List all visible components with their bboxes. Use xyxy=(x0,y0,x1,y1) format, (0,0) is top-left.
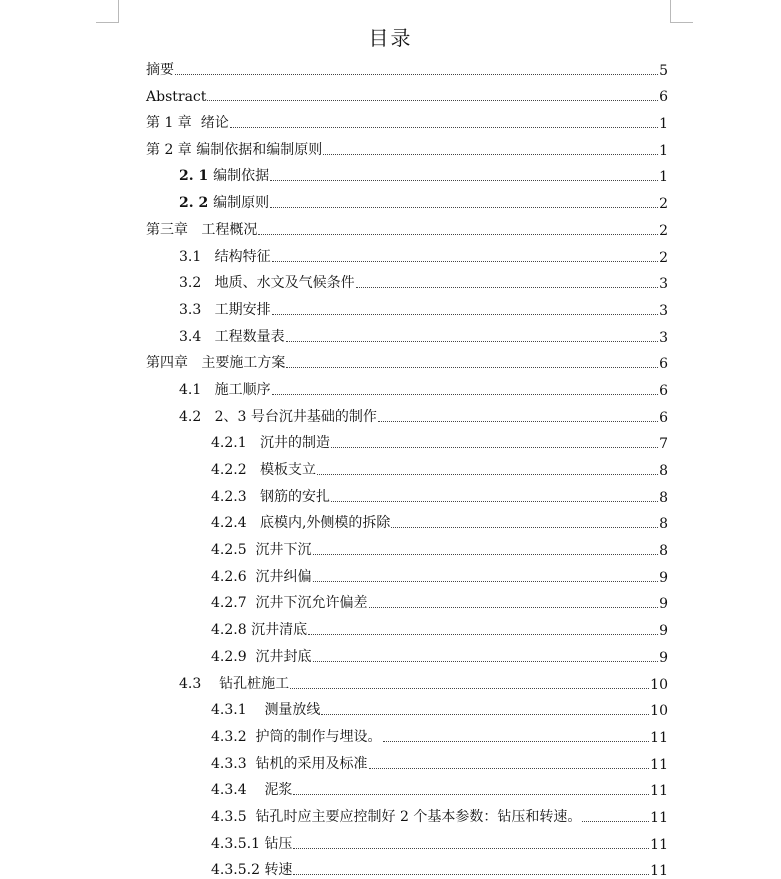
toc-dot-leader xyxy=(317,473,658,475)
toc-entry[interactable] xyxy=(146,746,668,773)
toc-entry-title: 沉井的制造 xyxy=(259,435,330,452)
toc-entry-label xyxy=(146,112,229,132)
toc-entry-label xyxy=(146,806,581,826)
toc-entry-label xyxy=(146,272,355,292)
toc-entry-label xyxy=(146,512,390,532)
toc-entry-label xyxy=(146,59,174,79)
toc-entry-number: 4.2.1 xyxy=(211,435,260,452)
toc-entry-title: 绪论 xyxy=(200,115,229,132)
toc-dot-leader xyxy=(378,420,658,422)
toc-entry-number: 4.3.5.2 xyxy=(211,862,265,879)
toc-dot-leader xyxy=(582,820,649,822)
toc-entry-label xyxy=(146,352,285,372)
toc-entry[interactable] xyxy=(146,853,668,879)
toc-entry-number: 4.2.7 xyxy=(211,595,256,612)
toc-page-number: 3 xyxy=(659,329,668,346)
toc-page-number: 7 xyxy=(659,436,668,453)
toc-dot-leader xyxy=(313,660,659,662)
toc-page-number: 6 xyxy=(659,409,668,426)
toc-page-number: 8 xyxy=(659,489,668,506)
toc-entry-title: 结构特征 xyxy=(214,248,271,265)
toc-entry-label xyxy=(146,539,312,559)
toc-entry[interactable] xyxy=(146,292,668,319)
toc-entry-title: 模板支立 xyxy=(259,462,316,478)
toc-entry-number: 4.2.2 xyxy=(211,462,260,478)
toc-page-number: 6 xyxy=(659,382,668,399)
toc-entry[interactable] xyxy=(146,346,668,373)
toc-entry[interactable] xyxy=(146,479,668,506)
toc-entry[interactable] xyxy=(146,799,668,826)
toc-entry-title: 编制依据 xyxy=(213,168,270,185)
toc-dot-leader xyxy=(331,500,658,502)
toc-entry-title: 摘要 xyxy=(146,61,174,78)
toc-entry[interactable] xyxy=(146,185,668,212)
toc-entry-label xyxy=(146,89,206,105)
toc-dot-leader xyxy=(391,526,658,528)
toc-entry[interactable] xyxy=(146,79,668,106)
toc-entry-number: 第三章 xyxy=(146,221,202,238)
toc-entry[interactable] xyxy=(146,773,668,800)
toc-entry-number: 4.1 xyxy=(179,381,215,398)
toc-entry-title: 工期安排 xyxy=(214,301,271,318)
toc-entry-title: 沉井清底 xyxy=(251,622,308,639)
toc-page-number: 3 xyxy=(659,302,668,319)
toc-entry-title: 地质、水文及气候条件 xyxy=(214,275,355,292)
toc-entry-title: 钻孔桩施工 xyxy=(219,675,290,692)
toc-entry-number: 2. 2 xyxy=(179,195,214,212)
toc-dot-leader xyxy=(323,153,658,155)
toc-entry[interactable] xyxy=(146,132,668,159)
toc-entry-title: 沉井纠偏 xyxy=(255,568,312,585)
toc-entry-label xyxy=(146,646,312,666)
toc-entry-label xyxy=(146,459,316,479)
toc-entry-number: 2. 1 xyxy=(179,168,214,185)
toc-entry-title: 底模内,外侧模的拆除 xyxy=(259,515,391,532)
toc-entry-label xyxy=(146,833,292,853)
toc-dot-leader xyxy=(207,99,658,101)
toc-entry[interactable] xyxy=(146,52,668,79)
toc-title: 目录 xyxy=(368,26,413,50)
toc-entry-title: 编制原则 xyxy=(213,195,270,212)
toc-dot-leader xyxy=(270,179,658,181)
toc-entry-number: 3.1 xyxy=(179,248,215,265)
toc-entry[interactable] xyxy=(146,586,668,613)
toc-page-number: 9 xyxy=(659,649,668,666)
toc-dot-leader xyxy=(258,233,658,235)
toc-entry[interactable] xyxy=(146,239,668,266)
toc-dot-leader xyxy=(175,73,658,75)
toc-entry-label xyxy=(146,592,368,612)
toc-page-number: 10 xyxy=(650,703,668,720)
toc-entry-title: 转速 xyxy=(264,862,293,879)
toc-page-number: 2 xyxy=(659,222,668,239)
toc-entry-label xyxy=(146,246,271,266)
toc-entry-label xyxy=(146,139,322,159)
toc-page-number: 6 xyxy=(659,356,668,373)
toc-entry-number: 4.3.3 xyxy=(211,755,256,772)
toc-entry-title: 泥浆 xyxy=(264,782,293,799)
toc-entry-number: 3.2 xyxy=(179,275,215,292)
toc-entry-label xyxy=(146,219,257,239)
toc-entry[interactable] xyxy=(146,666,668,693)
toc-entry-label xyxy=(146,753,368,773)
toc-page-number: 11 xyxy=(650,756,668,773)
toc-entry[interactable] xyxy=(146,639,668,666)
toc-dot-leader xyxy=(230,126,658,128)
toc-entry[interactable] xyxy=(146,452,668,479)
toc-entry-label xyxy=(146,619,307,639)
toc-entry[interactable] xyxy=(146,426,668,453)
toc-page-number: 5 xyxy=(659,62,668,79)
toc-entry-label xyxy=(146,566,312,586)
toc-entry-number: 4.2.8 xyxy=(211,622,252,639)
toc-entry-title: 钻机的采用及标准 xyxy=(255,755,368,772)
toc-page-number: 1 xyxy=(659,142,668,159)
toc-page-number: 9 xyxy=(659,623,668,640)
page-corner-mark-right xyxy=(670,0,693,23)
toc-dot-leader xyxy=(356,286,658,288)
toc-page-number: 3 xyxy=(659,276,668,293)
toc-entry-label xyxy=(146,859,292,879)
toc-page-number: 11 xyxy=(650,863,668,879)
toc-entry[interactable] xyxy=(146,719,668,746)
toc-dot-leader xyxy=(293,847,649,849)
toc-dot-leader xyxy=(293,793,649,795)
toc-entry-number: 4.3.5.1 xyxy=(211,835,265,852)
toc-entry[interactable] xyxy=(146,372,668,399)
toc-entry-number: 4.3.5 xyxy=(211,808,256,825)
toc-entry-title: 施工顺序 xyxy=(214,381,271,398)
toc-entry[interactable] xyxy=(146,319,668,346)
toc-entry-number: 第 2 章 xyxy=(146,141,197,158)
toc-entry-title: 钻孔时应主要应控制好 2 个基本参数：钻压和转速。 xyxy=(255,808,582,825)
toc-entry[interactable] xyxy=(146,559,668,586)
toc-entry-title: 测量放线 xyxy=(264,702,321,719)
toc-entry[interactable] xyxy=(146,399,668,426)
toc-entry-number: 4.2.5 xyxy=(211,542,256,559)
toc-entry-title: 沉井封底 xyxy=(255,648,312,665)
toc-entry-number: 4.3.4 xyxy=(211,782,265,799)
toc-entry-label xyxy=(146,165,269,185)
toc-entry-title: 沉井下沉 xyxy=(255,542,312,559)
toc-dot-leader xyxy=(272,313,658,315)
toc-entry-number: 4.3.1 xyxy=(211,702,265,719)
toc-entry-title: 2、3 号台沉井基础的制作 xyxy=(214,408,377,425)
toc-entry-number: 3.4 xyxy=(179,328,215,345)
toc-page-number: 11 xyxy=(650,809,668,826)
toc-entry-label xyxy=(146,779,292,799)
toc-entry-label xyxy=(146,379,271,399)
toc-page-number: 8 xyxy=(659,463,668,479)
toc-dot-leader xyxy=(286,340,658,342)
toc-dot-leader xyxy=(293,873,649,875)
toc-entry-label xyxy=(146,432,330,452)
toc-page-number: 9 xyxy=(659,569,668,586)
toc-entry-number: 3.3 xyxy=(179,301,215,318)
toc-dot-leader xyxy=(321,713,649,715)
toc-entry-title: 沉井下沉允许偏差 xyxy=(255,595,368,612)
toc-entry-label xyxy=(146,299,271,319)
toc-entry-number: 第 1 章 xyxy=(146,115,201,132)
toc-entry-number: 4.2.3 xyxy=(211,488,260,505)
toc-entry-title: 编制依据和编制原则 xyxy=(196,141,323,158)
toc-entry-label xyxy=(146,673,289,693)
toc-entry-label xyxy=(146,486,330,506)
toc-entry-title: 主要施工方案 xyxy=(201,355,286,372)
toc-entry-number: 第四章 xyxy=(146,355,202,372)
toc-dot-leader xyxy=(383,740,650,742)
toc-entry-label xyxy=(146,699,320,719)
toc-dot-leader xyxy=(270,206,658,208)
toc-entry-label xyxy=(146,192,269,212)
toc-entry-label xyxy=(146,406,377,426)
table-of-contents xyxy=(146,52,668,879)
toc-dot-leader xyxy=(308,633,658,635)
toc-entry-title: 钢筋的安扎 xyxy=(259,488,330,505)
toc-page-number: 2 xyxy=(659,249,668,266)
toc-entry-number: 4.3 xyxy=(179,675,220,692)
toc-page-number: 10 xyxy=(650,676,668,693)
toc-page-number: 1 xyxy=(659,169,668,186)
toc-dot-leader xyxy=(313,580,659,582)
toc-entry-title: 护筒的制作与埋设。 xyxy=(255,728,382,745)
toc-entry-title: 工程数量表 xyxy=(214,328,285,345)
toc-page-number: 8 xyxy=(659,543,668,560)
toc-dot-leader xyxy=(272,393,658,395)
toc-entry[interactable] xyxy=(146,212,668,239)
toc-entry-label xyxy=(146,326,285,346)
toc-entry-title: 工程概况 xyxy=(201,221,258,238)
toc-entry[interactable] xyxy=(146,612,668,639)
toc-dot-leader xyxy=(290,687,649,689)
toc-entry-number: 4.2.4 xyxy=(211,515,260,532)
toc-entry-number: 4.2.9 xyxy=(211,648,256,665)
toc-page-number: 11 xyxy=(650,783,668,800)
toc-entry[interactable] xyxy=(146,826,668,853)
toc-entry[interactable] xyxy=(146,532,668,559)
toc-entry[interactable] xyxy=(146,105,668,132)
toc-entry[interactable] xyxy=(146,159,668,186)
toc-page-number: 9 xyxy=(659,596,668,613)
toc-entry-label xyxy=(146,726,382,746)
toc-dot-leader xyxy=(272,260,658,262)
toc-entry-number: 4.2 xyxy=(179,408,215,425)
toc-page-number: 11 xyxy=(650,836,668,853)
toc-dot-leader xyxy=(286,366,658,368)
toc-dot-leader xyxy=(313,553,659,555)
toc-dot-leader xyxy=(331,446,658,448)
toc-page-number: 8 xyxy=(659,516,668,533)
toc-entry[interactable] xyxy=(146,506,668,533)
toc-entry-number: 4.3.2 xyxy=(211,728,256,745)
toc-entry-title: Abstract xyxy=(146,89,207,106)
toc-entry-number: 4.2.6 xyxy=(211,568,256,585)
toc-dot-leader xyxy=(369,606,659,608)
toc-entry[interactable] xyxy=(146,693,668,720)
toc-page-number: 2 xyxy=(659,196,668,213)
toc-page-number: 11 xyxy=(650,729,668,746)
toc-entry-title: 钻压 xyxy=(264,835,293,852)
toc-entry[interactable] xyxy=(146,266,668,293)
toc-page-number: 6 xyxy=(659,89,668,106)
toc-dot-leader xyxy=(369,767,650,769)
toc-page-number: 1 xyxy=(659,116,668,133)
page-corner-mark-left xyxy=(96,0,119,23)
